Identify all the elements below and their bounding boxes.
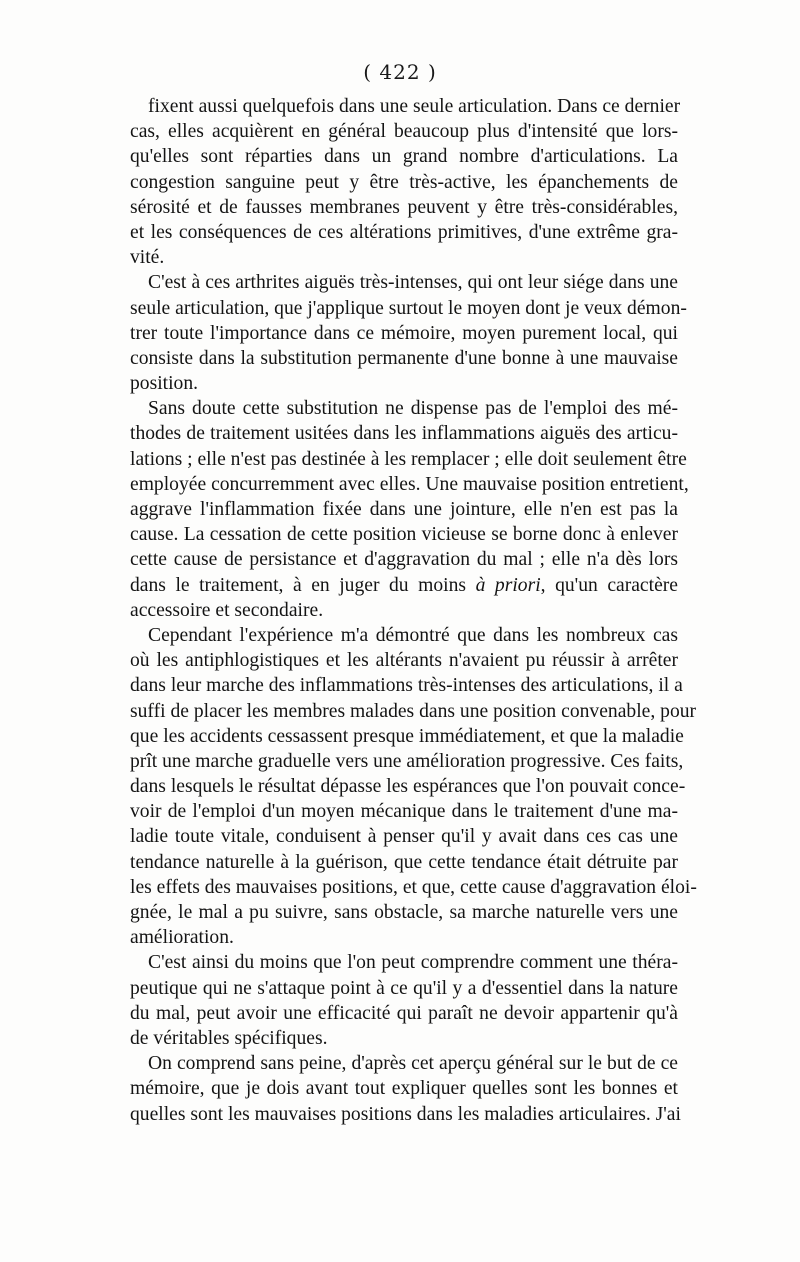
text-line: cette cause de persistance et d'aggravation du mal ; elle n'a dès lors [130, 549, 678, 571]
paragraph [130, 623, 697, 950]
text-line: C'est à ces arthrites aiguës très-intenses, qui ont leur siége dans une [148, 272, 678, 294]
paragraph [130, 270, 687, 396]
text-line: Cependant l'expérience m'a démontré que dans les nombreux cas [148, 624, 678, 646]
text-line: amélioration. [130, 927, 234, 949]
text-line: cause. La cessation de cette position vicieuse se borne donc à enlever [130, 524, 678, 546]
text-line: où les antiphlogistiques et les altérants n'avaient pu réussir à arrêter [130, 650, 678, 672]
text-line: peutique qui ne s'attaque point à ce qu'il y a d'essentiel dans la nature [130, 977, 678, 999]
text-line: Sans doute cette substitution ne dispense pas de l'emploi des mé- [148, 398, 678, 420]
text-line: fixent aussi quelquefois dans une seule articulation. Dans ce dernier [148, 96, 681, 117]
text-line: de véritables spécifiques. [130, 1027, 328, 1049]
page-number: ( 422 ) [363, 60, 437, 84]
text-line: accessoire et secondaire. [130, 599, 324, 621]
text-line: dans le traitement, à en juger du moins à priori, qu'un caractère [130, 574, 678, 596]
paragraph [130, 94, 681, 270]
text-line: position. [130, 373, 199, 395]
text-line: mémoire, que je dois avant tout expliquer quelles sont les bonnes et [130, 1078, 678, 1100]
text-line: ladie toute vitale, conduisent à penser qu'il y avait dans ces cas une [130, 826, 678, 848]
text-line: dans leur marche des inflammations très-intenses des articulations, il a [130, 675, 683, 697]
text-line: cas, elles acquièrent en général beaucoup plus d'intensité que lors- [130, 121, 678, 143]
text-line: vité. [130, 247, 165, 269]
text-line: suffi de placer les membres malades dans une position convenable, pour [130, 700, 697, 722]
text-line: trer toute l'importance dans ce mémoire, moyen purement local, qui [130, 322, 678, 344]
paragraph [130, 1051, 681, 1127]
body-text [130, 94, 697, 1127]
paragraph [130, 396, 689, 623]
text-line: et les conséquences de ces altérations primitives, d'une extrême gra- [130, 221, 678, 243]
text-line: lations ; elle n'est pas destinée à les remplacer ; elle doit seulement être [130, 448, 687, 470]
text-line: On comprend sans peine, d'après cet aperçu général sur le but de ce [148, 1053, 678, 1075]
text-line: que les accidents cessassent presque immédiatement, et que la maladie [130, 725, 684, 747]
text-line: prît une marche graduelle vers une amélioration progressive. Ces faits, [130, 750, 684, 772]
text-line: qu'elles sont réparties dans un grand nombre d'articulations. La [130, 146, 678, 168]
text-line: dans lesquels le résultat dépasse les espérances que l'on pouvait conce- [130, 776, 686, 798]
paragraph [130, 950, 678, 1051]
text-line: thodes de traitement usitées dans les inflammations aiguës des articu- [130, 423, 678, 445]
text-line: sérosité et de fausses membranes peuvent y être très-considérables, [130, 196, 678, 218]
text-line: C'est ainsi du moins que l'on peut comprendre comment une théra- [148, 952, 678, 974]
text-line: tendance naturelle à la guérison, que cette tendance était détruite par [130, 851, 678, 873]
text-line: seule articulation, que j'applique surtout le moyen dont je veux démon- [130, 297, 687, 319]
text-line: gnée, le mal a pu suivre, sans obstacle, sa marche naturelle vers une [130, 902, 678, 923]
text-line: voir de l'emploi d'un moyen mécanique dans le traitement d'une ma- [130, 801, 678, 823]
text-line: consiste dans la substitution permanente d'une bonne à une mauvaise [130, 347, 678, 369]
text-line: du mal, peut avoir une efficacité qui paraît ne devoir appartenir qu'à [130, 1002, 678, 1024]
text-line: congestion sanguine peut y être très-active, les épanchements de [130, 171, 678, 193]
text-line: quelles sont les mauvaises positions dans les maladies articulaires. J'ai [130, 1103, 681, 1125]
text-line: employée concurremment avec elles. Une mauvaise position entretient, [130, 473, 689, 495]
text-line: les effets des mauvaises positions, et que, cette cause d'aggravation éloi- [130, 876, 697, 898]
text-line: aggrave l'inflammation fixée dans une jointure, elle n'en est pas la [130, 499, 678, 520]
